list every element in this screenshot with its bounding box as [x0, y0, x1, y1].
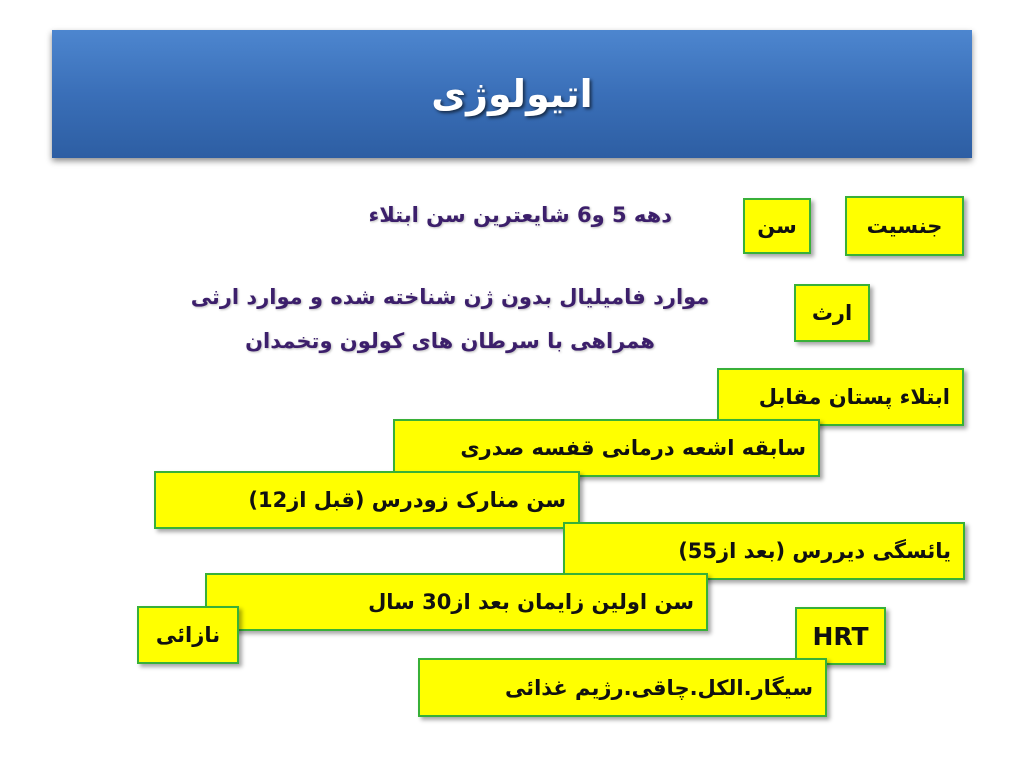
risk-nulliparity: نازائی [137, 606, 239, 664]
heredity-description: موارد فامیلیال بدون ژن شناخته شده و موارد ارثی همراهی با سرطان های کولون وتخمدان [190, 285, 710, 353]
risk-lifestyle: سیگار.الکل.چاقی.رژیم غذائی [418, 658, 827, 717]
category-heredity-box: ارث [794, 284, 870, 342]
risk-early-menarche: سن منارک زودرس (قبل از12) [154, 471, 580, 529]
risk-late-menopause: یائسگی دیررس (بعد از55) [563, 522, 965, 580]
risk-first-pregnancy-age: سن اولین زایمان بعد از30 سال [205, 573, 708, 631]
risk-chest-radiation: سابقه اشعه درمانی قفسه صدری [393, 419, 820, 477]
title-bar [52, 30, 972, 158]
category-age-box: سن [743, 198, 811, 254]
risk-hrt: HRT [795, 607, 886, 665]
age-description: دهه 5 و6 شایعترین سن ابتلاء [368, 203, 672, 227]
slide-title: اتیولوژی [431, 72, 593, 116]
category-gender-box: جنسیت [845, 196, 964, 256]
risk-contralateral-breast: ابتلاء پستان مقابل [717, 368, 964, 426]
